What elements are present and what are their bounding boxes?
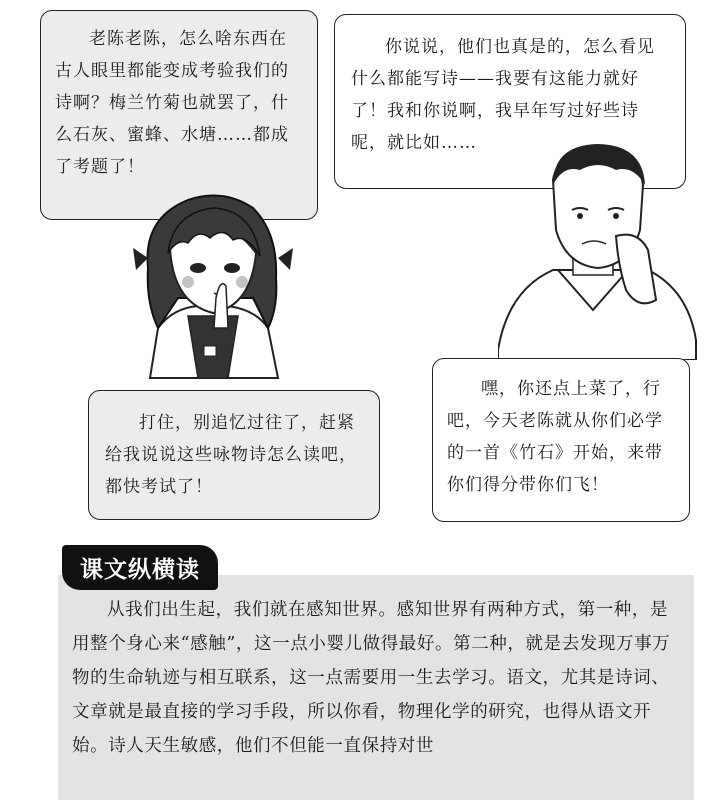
bubble-text: 嘿，你还点上菜了，行吧，今天老陈就从你们必学的一首《竹石》开始，来带你们得分带你们飞！ (447, 379, 663, 495)
section-body (58, 575, 694, 800)
girl-illustration (128, 178, 298, 396)
section-paragraph: 从我们出生起，我们就在感知世界。感知世界有两种方式，第一种，是用整个身心来“感触”，这一点小婴儿做得最好。第二种，就是去发现万事万物的生命轨迹与相互联系，这一点需要用一生去学习。语文，尤其是诗词、文章就是最直接的学习手段，所以你看，物理化学的研究，也得从语文开始。诗人天生敏感，他们不但能一直保持对世 (72, 600, 671, 756)
bubble-text: 你说说，他们也真是的，怎么看见什么都能写诗——我要有这能力就好了！我和你说啊，我早年写过好些诗呢，就比如…… (351, 37, 655, 153)
bubble-text: 老陈老陈，怎么啥东西在古人眼里都能变成考验我们的诗啊？梅兰竹菊也就罢了，什么石灰、蜜蜂、水塘……都成了考题了！ (55, 29, 289, 177)
section-title: 课文纵横读 (62, 545, 218, 590)
bubble-text: 打住，别追忆过往了，赶紧给我说说这些咏物诗怎么读吧，都快考试了！ (105, 413, 357, 497)
teacher-illustration (498, 140, 698, 360)
speech-bubble-teacher-answer (432, 358, 690, 522)
speech-bubble-girl-interrupt (88, 390, 380, 520)
